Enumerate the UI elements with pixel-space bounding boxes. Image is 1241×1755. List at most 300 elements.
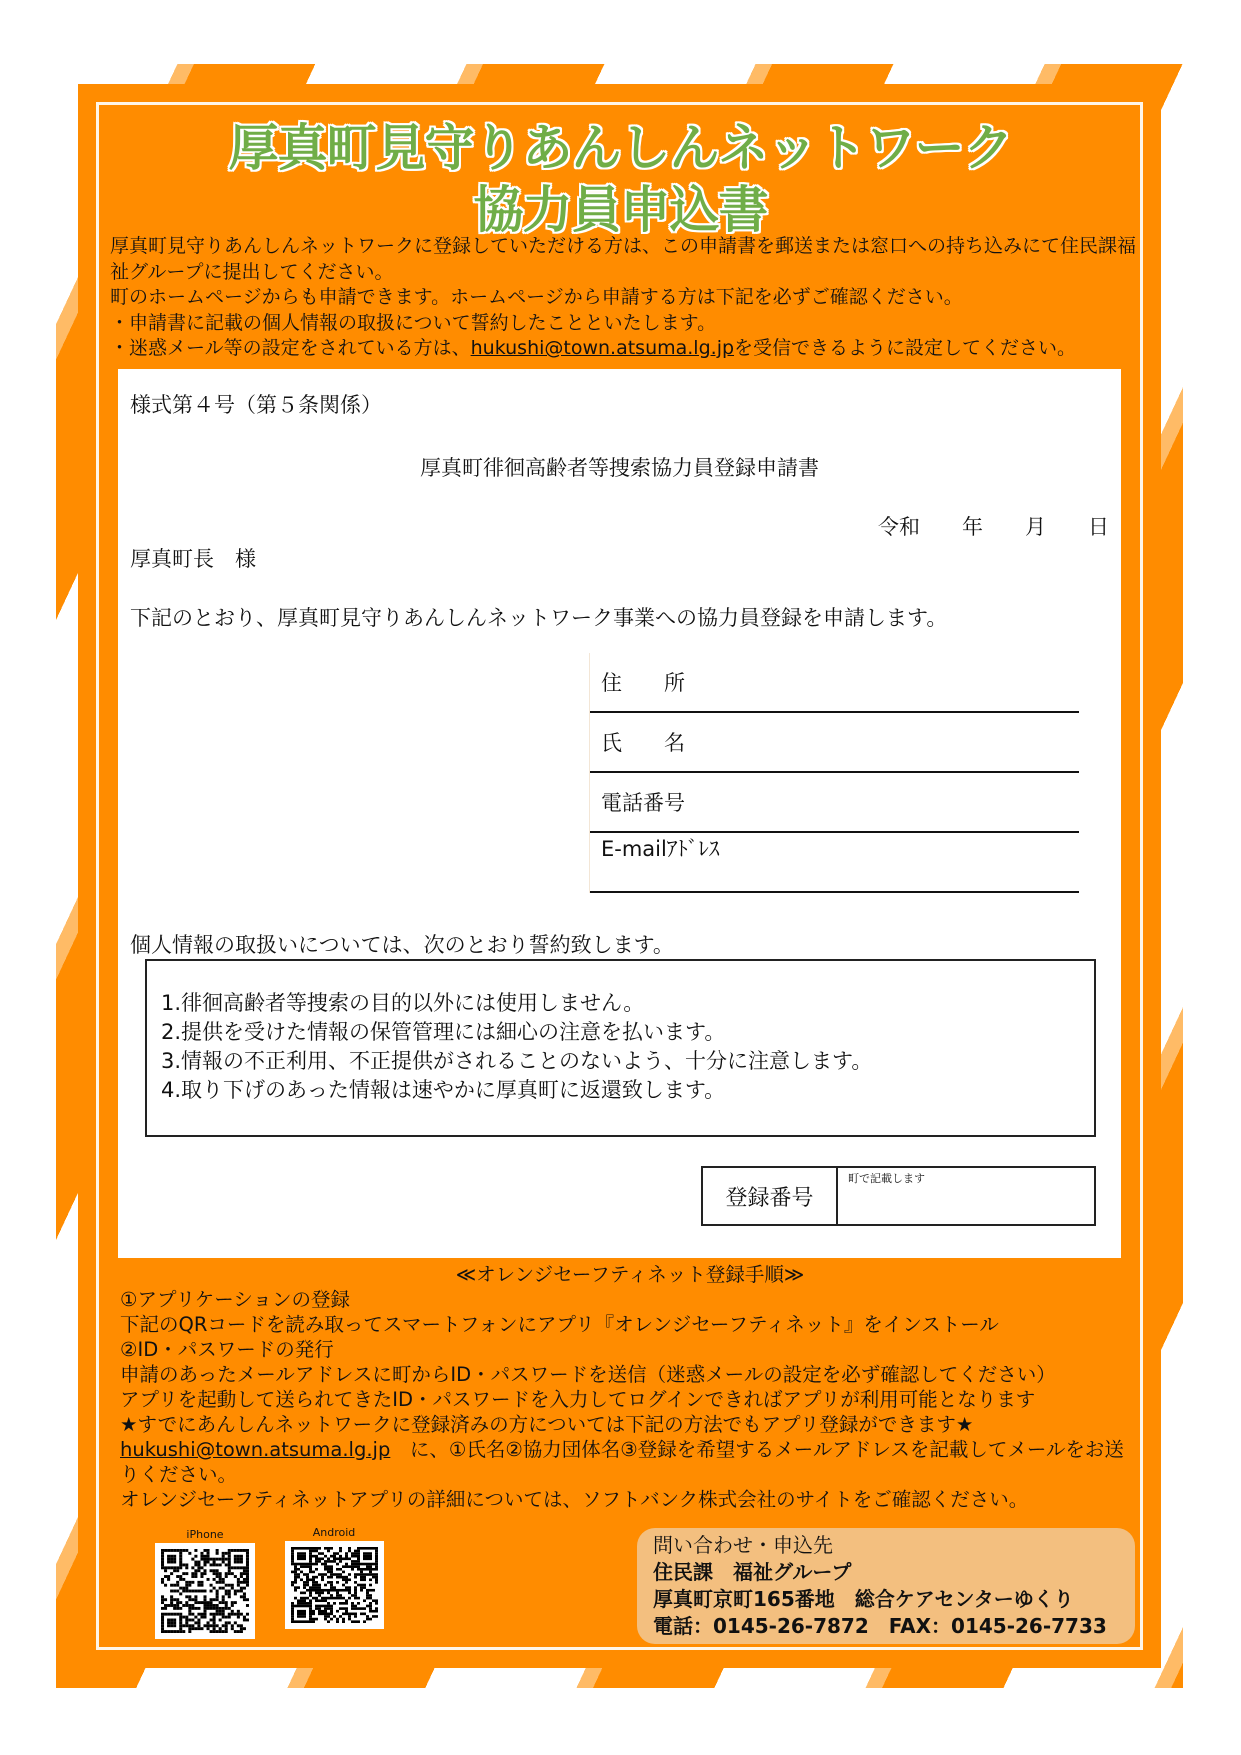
qr-module: [243, 1566, 246, 1569]
qr-module: [234, 1590, 237, 1593]
qr-module: [363, 1620, 366, 1623]
qr-module: [161, 1627, 164, 1630]
qr-module: [234, 1601, 237, 1604]
qr-module: [170, 1595, 173, 1598]
qr-module: [225, 1624, 228, 1627]
qr-module: [318, 1589, 321, 1592]
qr-module: [366, 1547, 369, 1550]
qr-module: [363, 1578, 366, 1581]
qr-module: [243, 1549, 246, 1552]
qr-module: [173, 1584, 176, 1587]
qr-module: [297, 1599, 300, 1602]
qr-module: [228, 1613, 231, 1616]
qr-module: [303, 1552, 306, 1555]
qr-module: [161, 1549, 164, 1552]
qr-module: [291, 1610, 294, 1613]
qr-module: [207, 1621, 210, 1624]
qr-module: [372, 1589, 375, 1592]
qr-module: [194, 1627, 197, 1630]
qr-module: [321, 1578, 324, 1581]
qr-module: [213, 1607, 216, 1610]
qr-module: [336, 1597, 339, 1600]
qr-module: [203, 1590, 206, 1593]
qr-module: [185, 1621, 188, 1624]
qr-module: [167, 1575, 170, 1578]
qr-module: [188, 1595, 191, 1598]
qr-module: [179, 1587, 182, 1590]
qr-module: [309, 1555, 312, 1558]
qr-module: [291, 1550, 294, 1553]
qr-module: [240, 1572, 243, 1575]
qr-module: [312, 1547, 315, 1550]
bullet-text: を受信できるように設定してください。: [734, 337, 1077, 359]
registration-note: 町で記載します: [848, 1172, 925, 1185]
title-line1: 厚真町見守りあんしんネットワーク: [228, 119, 1013, 177]
qr-module: [203, 1598, 206, 1601]
address-field[interactable]: 住 所: [589, 653, 1079, 713]
qr-module: [222, 1581, 225, 1584]
qr-module: [312, 1563, 315, 1566]
qr-module: [294, 1605, 297, 1608]
qr-module: [354, 1592, 357, 1595]
qr-module: [210, 1584, 213, 1587]
qr-module: [191, 1604, 194, 1607]
qr-module: [318, 1560, 321, 1563]
qr-module: [213, 1578, 216, 1581]
qr-module: [170, 1598, 173, 1601]
qr-module: [336, 1592, 339, 1595]
qr-module: [185, 1584, 188, 1587]
qr-module: [306, 1589, 309, 1592]
qr-module: [297, 1547, 300, 1550]
qr-module: [207, 1578, 210, 1581]
qr-module: [318, 1607, 321, 1610]
qr-module: [240, 1575, 243, 1578]
qr-module: [333, 1615, 336, 1618]
qr-module: [357, 1573, 360, 1576]
qr-module: [161, 1561, 164, 1564]
qr-module: [354, 1615, 357, 1618]
qr-module: [375, 1568, 378, 1571]
qr-module: [336, 1552, 339, 1555]
qr-module: [318, 1557, 321, 1560]
qr-module: [210, 1563, 213, 1566]
qr-module: [213, 1624, 216, 1627]
qr-module: [219, 1587, 222, 1590]
qr-module: [375, 1552, 378, 1555]
qr-module: [309, 1602, 312, 1605]
qr-module: [294, 1620, 297, 1623]
qr-module: [351, 1560, 354, 1563]
qr-module: [306, 1584, 309, 1587]
qr-module: [213, 1619, 216, 1622]
qr-module: [321, 1592, 324, 1595]
qr-module: [351, 1555, 354, 1558]
qr-module: [324, 1599, 327, 1602]
qr-module: [354, 1555, 357, 1558]
qr-module: [375, 1607, 378, 1610]
qr-module: [375, 1599, 378, 1602]
qr-module: [291, 1555, 294, 1558]
qr-module: [300, 1610, 303, 1613]
qr-module: [297, 1557, 300, 1560]
qr-module: [243, 1616, 246, 1619]
qr-module: [330, 1618, 333, 1621]
qr-module: [360, 1586, 363, 1589]
qr-module: [306, 1602, 309, 1605]
qr-module: [351, 1613, 354, 1616]
qr-module: [240, 1627, 243, 1630]
qr-module: [228, 1561, 231, 1564]
qr-module: [216, 1581, 219, 1584]
qr-module: [318, 1552, 321, 1555]
qr-module: [351, 1565, 354, 1568]
qr-module: [194, 1590, 197, 1593]
qr-module: [297, 1605, 300, 1608]
qr-module: [216, 1607, 219, 1610]
qr-module: [203, 1572, 206, 1575]
qr-module: [342, 1584, 345, 1587]
qr-module: [315, 1557, 318, 1560]
qr-module: [303, 1584, 306, 1587]
qr-module: [207, 1604, 210, 1607]
qr-module: [161, 1621, 164, 1624]
qr-module: [324, 1615, 327, 1618]
qr-module: [342, 1576, 345, 1579]
qr-module: [203, 1555, 206, 1558]
qr-module: [336, 1610, 339, 1613]
qr-module: [357, 1557, 360, 1560]
qr-module: [240, 1558, 243, 1561]
qr-module: [315, 1607, 318, 1610]
qr-module: [303, 1610, 306, 1613]
qr-module: [360, 1568, 363, 1571]
qr-module: [309, 1615, 312, 1618]
qr-module: [351, 1563, 354, 1566]
qr-module: [164, 1569, 167, 1572]
qr-module: [297, 1573, 300, 1576]
qr-module: [228, 1590, 231, 1593]
qr-module: [200, 1627, 203, 1630]
qr-module: [342, 1597, 345, 1600]
qr-module: [363, 1555, 366, 1558]
intro-bullet-1: ・申請書に記載の個人情報の取扱について誓約したことといたします。: [110, 311, 717, 334]
qr-module: [309, 1560, 312, 1563]
qr-module: [219, 1581, 222, 1584]
qr-module: [303, 1555, 306, 1558]
qr-module: [219, 1619, 222, 1622]
qr-module: [231, 1587, 234, 1590]
pledge-item: 4.取り下げのあった情報は速やかに厚真町に返還致します。: [161, 1078, 726, 1102]
qr-module: [243, 1627, 246, 1630]
intro-text: [110, 234, 1140, 362]
step-line: アプリを起動して送られてきたID・パスワードを入力してログインできればアプリが利用可能となります: [120, 1388, 1036, 1411]
qr-module: [327, 1560, 330, 1563]
qr-module: [327, 1615, 330, 1618]
qr-module: [324, 1589, 327, 1592]
qr-module: [234, 1630, 237, 1633]
qr-module: [164, 1604, 167, 1607]
qr-module: [191, 1607, 194, 1610]
qr-module: [179, 1563, 182, 1566]
qr-module: [173, 1607, 176, 1610]
qr-module: [294, 1568, 297, 1571]
qr-module: [161, 1630, 164, 1633]
qr-module: [164, 1566, 167, 1569]
qr-module: [306, 1581, 309, 1584]
qr-module: [372, 1599, 375, 1602]
qr-module: [315, 1592, 318, 1595]
qr-module: [167, 1566, 170, 1569]
qr-module: [324, 1610, 327, 1613]
qr-module: [297, 1613, 300, 1616]
qr-module: [170, 1555, 173, 1558]
contact-phone: 電話：0145-26-7872 FAX：0145-26-7733: [653, 1614, 1107, 1638]
qr-module: [306, 1565, 309, 1568]
qr-module: [246, 1561, 249, 1564]
email-field[interactable]: E-mailｱﾄﾞﾚｽ: [589, 833, 1079, 893]
qr-module: [324, 1605, 327, 1608]
qr-module: [330, 1576, 333, 1579]
qr-module: [185, 1566, 188, 1569]
qr-module: [330, 1613, 333, 1616]
qr-module: [231, 1627, 234, 1630]
qr-module: [294, 1597, 297, 1600]
qr-module: [354, 1581, 357, 1584]
qr-module: [161, 1607, 164, 1610]
qr-module: [291, 1571, 294, 1574]
qr-module: [300, 1571, 303, 1574]
qr-module: [228, 1572, 231, 1575]
qr-module: [327, 1602, 330, 1605]
qr-module: [185, 1604, 188, 1607]
qr-module: [360, 1607, 363, 1610]
qr-module: [318, 1605, 321, 1608]
qr-module: [170, 1572, 173, 1575]
qr-module: [306, 1578, 309, 1581]
qr-module: [369, 1584, 372, 1587]
qr-module: [213, 1572, 216, 1575]
qr-module: [237, 1549, 240, 1552]
qr-module: [216, 1558, 219, 1561]
qr-module: [179, 1575, 182, 1578]
qr-module: [375, 1602, 378, 1605]
qr-module: [369, 1618, 372, 1621]
qr-module: [219, 1558, 222, 1561]
pledge-item: 3.情報の不正利用、不正提供がされることのないよう、十分に注意します。: [161, 1049, 873, 1073]
qr-module: [170, 1619, 173, 1622]
qr-module: [200, 1584, 203, 1587]
qr-module: [222, 1601, 225, 1604]
qr-module: [228, 1555, 231, 1558]
qr-module: [357, 1560, 360, 1563]
application-form: [118, 369, 1121, 1258]
qr-module: [360, 1589, 363, 1592]
qr-module: [225, 1584, 228, 1587]
email-link[interactable]: hukushi@town.atsuma.lg.jp: [470, 337, 735, 359]
iphone-label: iPhone: [186, 1528, 224, 1541]
qr-module: [333, 1573, 336, 1576]
qr-module: [207, 1549, 210, 1552]
qr-module: [188, 1598, 191, 1601]
qr-module: [360, 1571, 363, 1574]
qr-module: [176, 1604, 179, 1607]
qr-module: [327, 1550, 330, 1553]
qr-module: [191, 1572, 194, 1575]
qr-module: [369, 1552, 372, 1555]
qr-module: [357, 1555, 360, 1558]
qr-module: [167, 1578, 170, 1581]
qr-module: [303, 1563, 306, 1566]
qr-module: [216, 1552, 219, 1555]
qr-module: [348, 1613, 351, 1616]
qr-module: [375, 1565, 378, 1568]
qr-module: [300, 1547, 303, 1550]
qr-module: [366, 1568, 369, 1571]
qr-module: [294, 1571, 297, 1574]
qr-module: [342, 1602, 345, 1605]
qr-module: [354, 1586, 357, 1589]
qr-module: [228, 1621, 231, 1624]
qr-module: [185, 1563, 188, 1566]
qr-module: [191, 1619, 194, 1622]
step-line: ①アプリケーションの登録: [120, 1288, 351, 1311]
date-field[interactable]: 令和 年 月 日: [878, 515, 1109, 539]
qr-module: [213, 1627, 216, 1630]
qr-module: [369, 1557, 372, 1560]
qr-module: [354, 1560, 357, 1563]
qr-module: [369, 1573, 372, 1576]
qr-module: [203, 1558, 206, 1561]
qr-module: [231, 1566, 234, 1569]
qr-module: [306, 1563, 309, 1566]
qr-module: [194, 1563, 197, 1566]
qr-module: [309, 1563, 312, 1566]
qr-module: [372, 1563, 375, 1566]
qr-module: [240, 1581, 243, 1584]
qr-module: [173, 1590, 176, 1593]
qr-module: [228, 1566, 231, 1569]
qr-module: [327, 1571, 330, 1574]
qr-module: [345, 1599, 348, 1602]
qr-module: [234, 1558, 237, 1561]
qr-module: [237, 1584, 240, 1587]
qr-module: [327, 1607, 330, 1610]
qr-module: [213, 1621, 216, 1624]
qr-module: [222, 1552, 225, 1555]
qr-module: [179, 1621, 182, 1624]
qr-module: [234, 1555, 237, 1558]
qr-module: [243, 1592, 246, 1595]
qr-module: [191, 1627, 194, 1630]
qr-module: [173, 1619, 176, 1622]
qr-module: [297, 1552, 300, 1555]
step-email-line: [120, 1437, 1140, 1487]
qr-module: [203, 1624, 206, 1627]
qr-module: [246, 1619, 249, 1622]
iphone-qr-code[interactable]: [155, 1543, 255, 1639]
qr-module: [182, 1624, 185, 1627]
qr-module: [216, 1598, 219, 1601]
qr-module: [333, 1552, 336, 1555]
qr-module: [330, 1597, 333, 1600]
qr-module: [345, 1589, 348, 1592]
qr-module: [375, 1581, 378, 1584]
qr-module: [188, 1590, 191, 1593]
qr-module: [182, 1578, 185, 1581]
qr-module: [345, 1563, 348, 1566]
qr-module: [246, 1604, 249, 1607]
qr-module: [188, 1604, 191, 1607]
qr-module: [231, 1604, 234, 1607]
qr-module: [315, 1576, 318, 1579]
qr-module: [315, 1599, 318, 1602]
qr-module: [327, 1547, 330, 1550]
qr-module: [369, 1602, 372, 1605]
qr-module: [348, 1592, 351, 1595]
qr-module: [164, 1598, 167, 1601]
qr-module: [246, 1563, 249, 1566]
qr-module: [246, 1572, 249, 1575]
qr-module: [324, 1597, 327, 1600]
qr-module: [309, 1594, 312, 1597]
qr-module: [318, 1610, 321, 1613]
qr-module: [327, 1565, 330, 1568]
qr-module: [176, 1581, 179, 1584]
qr-module: [216, 1592, 219, 1595]
qr-module: [176, 1575, 179, 1578]
qr-module: [210, 1613, 213, 1616]
qr-module: [330, 1555, 333, 1558]
qr-module: [363, 1568, 366, 1571]
qr-module: [246, 1581, 249, 1584]
qr-module: [185, 1590, 188, 1593]
qr-module: [321, 1599, 324, 1602]
qr-module: [161, 1555, 164, 1558]
qr-module: [231, 1572, 234, 1575]
email-link[interactable]: hukushi@town.atsuma.lg.jp: [120, 1438, 391, 1461]
qr-module: [366, 1557, 369, 1560]
qr-module: [336, 1563, 339, 1566]
qr-module: [309, 1589, 312, 1592]
qr-module: [194, 1561, 197, 1564]
qr-module: [339, 1607, 342, 1610]
qr-module: [191, 1613, 194, 1616]
qr-module: [312, 1589, 315, 1592]
qr-module: [188, 1584, 191, 1587]
qr-module: [182, 1549, 185, 1552]
name-field[interactable]: 氏 名: [589, 713, 1079, 773]
qr-module: [197, 1619, 200, 1622]
qr-module: [243, 1572, 246, 1575]
qr-module: [176, 1549, 179, 1552]
qr-module: [327, 1581, 330, 1584]
qr-module: [185, 1624, 188, 1627]
qr-module: [222, 1624, 225, 1627]
qr-module: [179, 1613, 182, 1616]
qr-module: [333, 1560, 336, 1563]
qr-module: [222, 1598, 225, 1601]
phone-field[interactable]: 電話番号: [589, 773, 1079, 833]
qr-module: [185, 1549, 188, 1552]
android-qr-code[interactable]: [285, 1541, 384, 1629]
qr-module: [339, 1573, 342, 1576]
qr-module: [369, 1563, 372, 1566]
qr-module: [207, 1624, 210, 1627]
qr-module: [366, 1605, 369, 1608]
qr-module: [246, 1575, 249, 1578]
qr-module: [321, 1557, 324, 1560]
